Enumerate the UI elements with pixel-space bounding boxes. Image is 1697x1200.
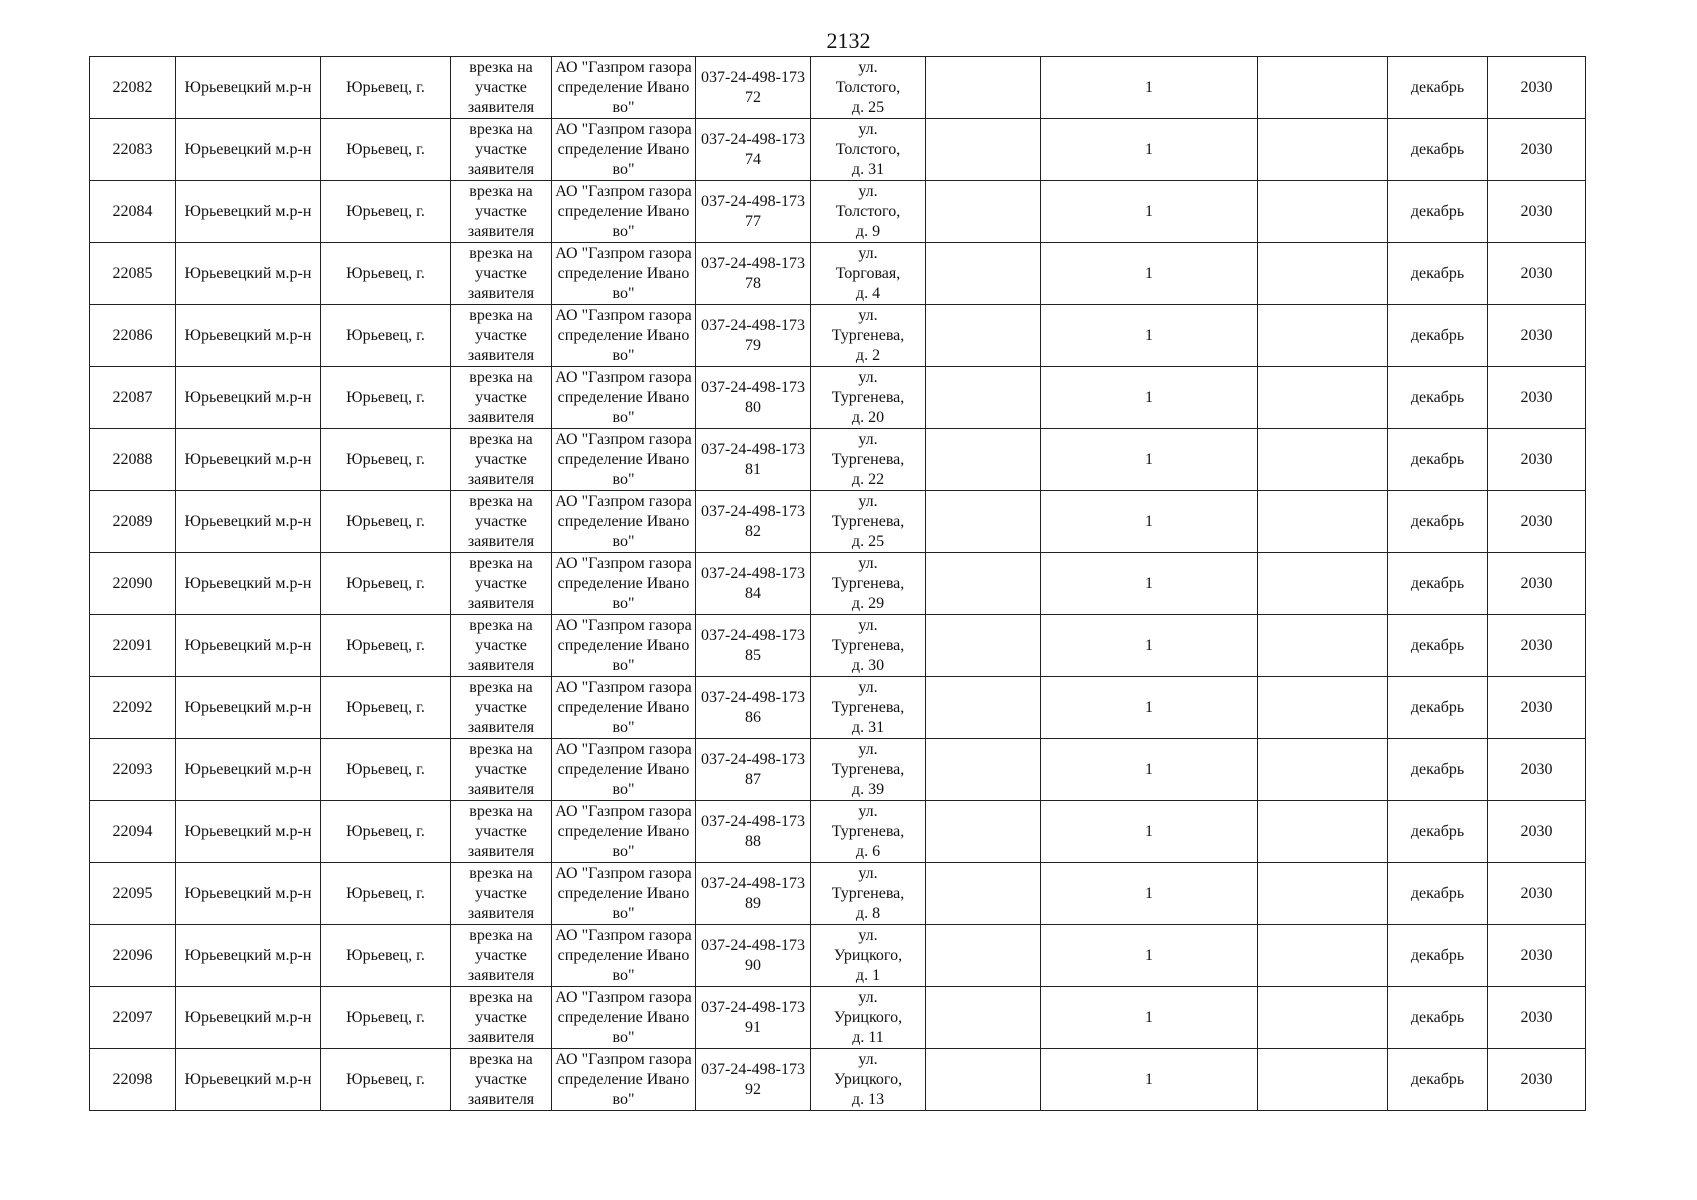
cell-month: декабрь [1388, 119, 1488, 181]
cell-month: декабрь [1388, 863, 1488, 925]
cell-method: врезка на участке заявителя [451, 801, 552, 863]
cell-empty [926, 491, 1041, 553]
cell-year: 2030 [1488, 1049, 1586, 1111]
cell-city: Юрьевец, г. [321, 987, 451, 1049]
cell-month: декабрь [1388, 615, 1488, 677]
cell-code: 037-24-498-17385 [696, 615, 811, 677]
cell-empty [1258, 491, 1388, 553]
cell-empty [926, 987, 1041, 1049]
cell-number: 22083 [90, 119, 176, 181]
cell-number: 22098 [90, 1049, 176, 1111]
table-row [90, 801, 1586, 863]
cell-organization: АО "Газпром газораспределение Иваново" [552, 553, 696, 615]
cell-district: Юрьевецкий м.р-н [176, 987, 321, 1049]
cell-quantity: 1 [1041, 677, 1258, 739]
cell-quantity: 1 [1041, 987, 1258, 1049]
cell-empty [1258, 181, 1388, 243]
cell-empty [1258, 863, 1388, 925]
cell-code: 037-24-498-17387 [696, 739, 811, 801]
cell-year: 2030 [1488, 739, 1586, 801]
cell-empty [926, 57, 1041, 119]
cell-empty [1258, 429, 1388, 491]
cell-city: Юрьевец, г. [321, 305, 451, 367]
cell-month: декабрь [1388, 925, 1488, 987]
cell-empty [1258, 1049, 1388, 1111]
cell-year: 2030 [1488, 491, 1586, 553]
cell-empty [926, 367, 1041, 429]
cell-empty [1258, 801, 1388, 863]
cell-number: 22091 [90, 615, 176, 677]
cell-quantity: 1 [1041, 925, 1258, 987]
cell-city: Юрьевец, г. [321, 739, 451, 801]
cell-code: 037-24-498-17392 [696, 1049, 811, 1111]
cell-city: Юрьевец, г. [321, 925, 451, 987]
cell-district: Юрьевецкий м.р-н [176, 925, 321, 987]
cell-number: 22093 [90, 739, 176, 801]
cell-empty [926, 553, 1041, 615]
cell-quantity: 1 [1041, 119, 1258, 181]
cell-district: Юрьевецкий м.р-н [176, 119, 321, 181]
cell-organization: АО "Газпром газораспределение Иваново" [552, 615, 696, 677]
cell-number: 22082 [90, 57, 176, 119]
cell-month: декабрь [1388, 987, 1488, 1049]
cell-month: декабрь [1388, 491, 1488, 553]
cell-number: 22087 [90, 367, 176, 429]
cell-month: декабрь [1388, 305, 1488, 367]
table-row [90, 987, 1586, 1049]
cell-method: врезка на участке заявителя [451, 305, 552, 367]
table-row [90, 429, 1586, 491]
cell-empty [1258, 615, 1388, 677]
cell-empty [1258, 243, 1388, 305]
cell-district: Юрьевецкий м.р-н [176, 429, 321, 491]
cell-method: врезка на участке заявителя [451, 119, 552, 181]
cell-code: 037-24-498-17377 [696, 181, 811, 243]
cell-address: ул. Тургенева, д. 30 [811, 615, 926, 677]
cell-empty [926, 801, 1041, 863]
cell-empty [926, 677, 1041, 739]
cell-year: 2030 [1488, 367, 1586, 429]
cell-district: Юрьевецкий м.р-н [176, 57, 321, 119]
cell-district: Юрьевецкий м.р-н [176, 739, 321, 801]
cell-city: Юрьевец, г. [321, 491, 451, 553]
table-row [90, 57, 1586, 119]
cell-code: 037-24-498-17388 [696, 801, 811, 863]
table-body [90, 57, 1586, 1111]
table-row [90, 553, 1586, 615]
cell-district: Юрьевецкий м.р-н [176, 801, 321, 863]
table-row [90, 615, 1586, 677]
cell-year: 2030 [1488, 57, 1586, 119]
cell-quantity: 1 [1041, 491, 1258, 553]
cell-empty [1258, 987, 1388, 1049]
cell-quantity: 1 [1041, 1049, 1258, 1111]
cell-quantity: 1 [1041, 739, 1258, 801]
cell-number: 22095 [90, 863, 176, 925]
cell-code: 037-24-498-17384 [696, 553, 811, 615]
cell-organization: АО "Газпром газораспределение Иваново" [552, 801, 696, 863]
cell-organization: АО "Газпром газораспределение Иваново" [552, 57, 696, 119]
cell-empty [926, 1049, 1041, 1111]
cell-method: врезка на участке заявителя [451, 739, 552, 801]
cell-empty [1258, 739, 1388, 801]
cell-empty [1258, 305, 1388, 367]
cell-year: 2030 [1488, 801, 1586, 863]
cell-district: Юрьевецкий м.р-н [176, 677, 321, 739]
cell-organization: АО "Газпром газораспределение Иваново" [552, 863, 696, 925]
cell-code: 037-24-498-17390 [696, 925, 811, 987]
page-number: 2132 [826, 28, 871, 53]
cell-month: декабрь [1388, 553, 1488, 615]
cell-number: 22092 [90, 677, 176, 739]
cell-code: 037-24-498-17374 [696, 119, 811, 181]
cell-month: декабрь [1388, 181, 1488, 243]
cell-district: Юрьевецкий м.р-н [176, 615, 321, 677]
cell-district: Юрьевецкий м.р-н [176, 863, 321, 925]
cell-city: Юрьевец, г. [321, 429, 451, 491]
cell-empty [1258, 925, 1388, 987]
cell-month: декабрь [1388, 57, 1488, 119]
cell-organization: АО "Газпром газораспределение Иваново" [552, 739, 696, 801]
cell-city: Юрьевец, г. [321, 615, 451, 677]
table-row [90, 119, 1586, 181]
cell-number: 22085 [90, 243, 176, 305]
cell-city: Юрьевец, г. [321, 119, 451, 181]
cell-year: 2030 [1488, 119, 1586, 181]
cell-number: 22089 [90, 491, 176, 553]
cell-quantity: 1 [1041, 615, 1258, 677]
cell-empty [1258, 119, 1388, 181]
cell-code: 037-24-498-17389 [696, 863, 811, 925]
table-row [90, 367, 1586, 429]
cell-organization: АО "Газпром газораспределение Иваново" [552, 1049, 696, 1111]
cell-code: 037-24-498-17378 [696, 243, 811, 305]
cell-district: Юрьевецкий м.р-н [176, 243, 321, 305]
cell-organization: АО "Газпром газораспределение Иваново" [552, 181, 696, 243]
cell-code: 037-24-498-17380 [696, 367, 811, 429]
cell-address: ул. Торговая, д. 4 [811, 243, 926, 305]
cell-method: врезка на участке заявителя [451, 677, 552, 739]
cell-quantity: 1 [1041, 57, 1258, 119]
cell-quantity: 1 [1041, 801, 1258, 863]
cell-month: декабрь [1388, 367, 1488, 429]
cell-city: Юрьевец, г. [321, 57, 451, 119]
cell-method: врезка на участке заявителя [451, 243, 552, 305]
cell-address: ул. Тургенева, д. 6 [811, 801, 926, 863]
cell-empty [1258, 367, 1388, 429]
cell-number: 22084 [90, 181, 176, 243]
cell-organization: АО "Газпром газораспределение Иваново" [552, 677, 696, 739]
cell-quantity: 1 [1041, 553, 1258, 615]
cell-quantity: 1 [1041, 863, 1258, 925]
table-row [90, 925, 1586, 987]
cell-district: Юрьевецкий м.р-н [176, 305, 321, 367]
cell-empty [1258, 553, 1388, 615]
cell-empty [926, 615, 1041, 677]
cell-year: 2030 [1488, 615, 1586, 677]
cell-quantity: 1 [1041, 305, 1258, 367]
cell-month: декабрь [1388, 429, 1488, 491]
cell-method: врезка на участке заявителя [451, 863, 552, 925]
cell-empty [1258, 677, 1388, 739]
cell-district: Юрьевецкий м.р-н [176, 491, 321, 553]
cell-year: 2030 [1488, 987, 1586, 1049]
cell-empty [926, 181, 1041, 243]
table-row [90, 305, 1586, 367]
cell-year: 2030 [1488, 677, 1586, 739]
cell-city: Юрьевец, г. [321, 181, 451, 243]
cell-method: врезка на участке заявителя [451, 987, 552, 1049]
cell-city: Юрьевец, г. [321, 677, 451, 739]
cell-district: Юрьевецкий м.р-н [176, 553, 321, 615]
cell-method: врезка на участке заявителя [451, 615, 552, 677]
cell-organization: АО "Газпром газораспределение Иваново" [552, 243, 696, 305]
cell-organization: АО "Газпром газораспределение Иваново" [552, 987, 696, 1049]
cell-address: ул. Толстого, д. 25 [811, 57, 926, 119]
cell-number: 22086 [90, 305, 176, 367]
cell-number: 22097 [90, 987, 176, 1049]
cell-month: декабрь [1388, 243, 1488, 305]
cell-empty [926, 243, 1041, 305]
cell-organization: АО "Газпром газораспределение Иваново" [552, 119, 696, 181]
cell-method: врезка на участке заявителя [451, 181, 552, 243]
cell-year: 2030 [1488, 925, 1586, 987]
table-row [90, 677, 1586, 739]
cell-quantity: 1 [1041, 181, 1258, 243]
cell-method: врезка на участке заявителя [451, 429, 552, 491]
cell-address: ул. Толстого, д. 9 [811, 181, 926, 243]
cell-year: 2030 [1488, 553, 1586, 615]
cell-year: 2030 [1488, 305, 1586, 367]
cell-month: декабрь [1388, 677, 1488, 739]
cell-month: декабрь [1388, 801, 1488, 863]
cell-empty [926, 739, 1041, 801]
cell-address: ул. Урицкого, д. 11 [811, 987, 926, 1049]
table-row [90, 739, 1586, 801]
cell-number: 22096 [90, 925, 176, 987]
table-row [90, 491, 1586, 553]
cell-district: Юрьевецкий м.р-н [176, 1049, 321, 1111]
cell-address: ул. Тургенева, д. 8 [811, 863, 926, 925]
table-row [90, 1049, 1586, 1111]
cell-code: 037-24-498-17372 [696, 57, 811, 119]
cell-address: ул. Тургенева, д. 2 [811, 305, 926, 367]
cell-number: 22090 [90, 553, 176, 615]
cell-method: врезка на участке заявителя [451, 367, 552, 429]
cell-year: 2030 [1488, 181, 1586, 243]
cell-method: врезка на участке заявителя [451, 925, 552, 987]
table-row [90, 243, 1586, 305]
cell-district: Юрьевецкий м.р-н [176, 181, 321, 243]
cell-code: 037-24-498-17379 [696, 305, 811, 367]
cell-organization: АО "Газпром газораспределение Иваново" [552, 305, 696, 367]
cell-quantity: 1 [1041, 429, 1258, 491]
cell-organization: АО "Газпром газораспределение Иваново" [552, 925, 696, 987]
cell-method: врезка на участке заявителя [451, 553, 552, 615]
cell-organization: АО "Газпром газораспределение Иваново" [552, 429, 696, 491]
cell-year: 2030 [1488, 863, 1586, 925]
cell-city: Юрьевец, г. [321, 367, 451, 429]
cell-empty [926, 119, 1041, 181]
registry-table [89, 56, 1586, 1111]
cell-organization: АО "Газпром газораспределение Иваново" [552, 491, 696, 553]
cell-city: Юрьевец, г. [321, 243, 451, 305]
cell-district: Юрьевецкий м.р-н [176, 367, 321, 429]
cell-city: Юрьевец, г. [321, 863, 451, 925]
cell-organization: АО "Газпром газораспределение Иваново" [552, 367, 696, 429]
cell-address: ул. Тургенева, д. 25 [811, 491, 926, 553]
cell-quantity: 1 [1041, 367, 1258, 429]
cell-address: ул. Урицкого, д. 1 [811, 925, 926, 987]
cell-address: ул. Тургенева, д. 20 [811, 367, 926, 429]
cell-address: ул. Тургенева, д. 31 [811, 677, 926, 739]
cell-code: 037-24-498-17381 [696, 429, 811, 491]
cell-number: 22088 [90, 429, 176, 491]
cell-code: 037-24-498-17386 [696, 677, 811, 739]
cell-code: 037-24-498-17391 [696, 987, 811, 1049]
cell-month: декабрь [1388, 739, 1488, 801]
cell-address: ул. Толстого, д. 31 [811, 119, 926, 181]
cell-empty [926, 863, 1041, 925]
cell-code: 037-24-498-17382 [696, 491, 811, 553]
cell-month: декабрь [1388, 1049, 1488, 1111]
cell-method: врезка на участке заявителя [451, 1049, 552, 1111]
cell-number: 22094 [90, 801, 176, 863]
cell-empty [1258, 57, 1388, 119]
cell-year: 2030 [1488, 429, 1586, 491]
table-row [90, 863, 1586, 925]
cell-year: 2030 [1488, 243, 1586, 305]
cell-address: ул. Тургенева, д. 22 [811, 429, 926, 491]
cell-address: ул. Урицкого, д. 13 [811, 1049, 926, 1111]
cell-city: Юрьевец, г. [321, 1049, 451, 1111]
cell-city: Юрьевец, г. [321, 801, 451, 863]
cell-quantity: 1 [1041, 243, 1258, 305]
cell-empty [926, 305, 1041, 367]
cell-method: врезка на участке заявителя [451, 57, 552, 119]
cell-empty [926, 429, 1041, 491]
cell-empty [926, 925, 1041, 987]
cell-address: ул. Тургенева, д. 29 [811, 553, 926, 615]
cell-address: ул. Тургенева, д. 39 [811, 739, 926, 801]
table-row [90, 181, 1586, 243]
cell-city: Юрьевец, г. [321, 553, 451, 615]
cell-method: врезка на участке заявителя [451, 491, 552, 553]
